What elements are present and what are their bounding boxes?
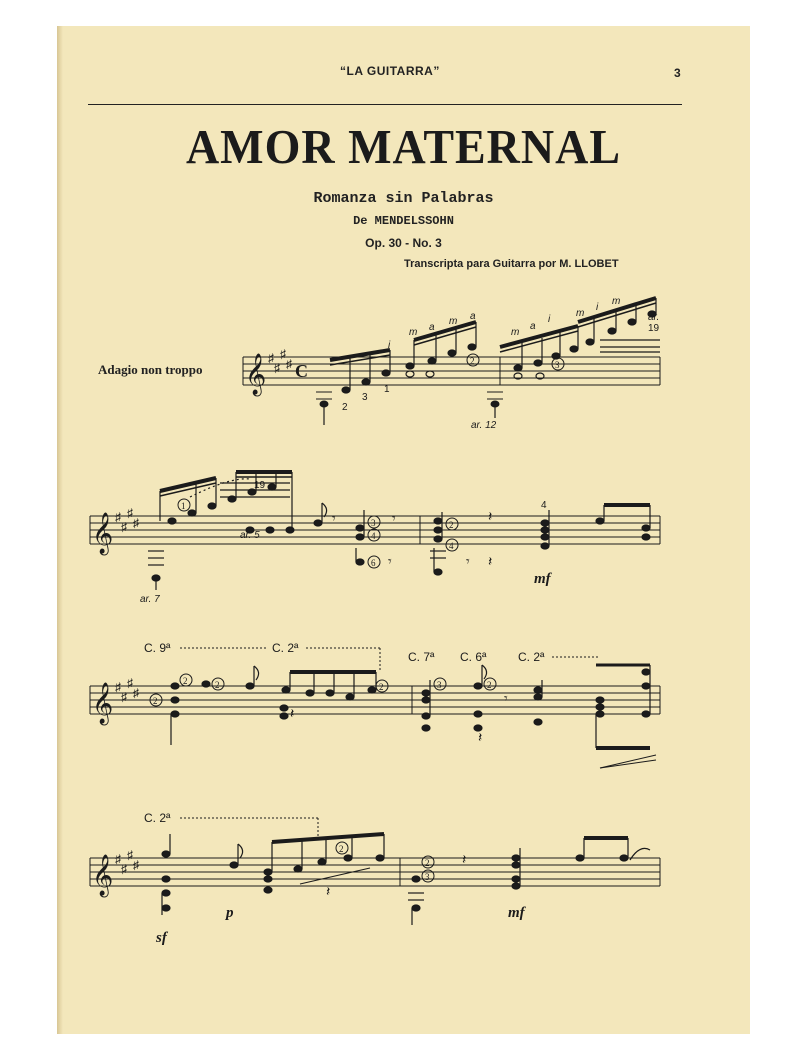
fingering-i: i — [548, 314, 551, 325]
svg-text:4: 4 — [449, 541, 454, 551]
svg-text:𝄽: 𝄽 — [488, 510, 493, 525]
svg-text:𝄾: 𝄾 — [392, 512, 396, 527]
tempo-marking: Adagio non troppo — [98, 362, 203, 377]
barre-marks-s3 — [144, 641, 545, 664]
barre-mark: C. 2ª — [518, 650, 545, 664]
finger-number: 4 — [541, 500, 547, 511]
fingering-a: a — [429, 322, 435, 333]
svg-text:𝄾: 𝄾 — [332, 512, 336, 527]
marks-s4 — [155, 905, 527, 946]
svg-text:4: 4 — [371, 531, 376, 541]
fingering-a: a — [470, 311, 476, 322]
svg-text:1: 1 — [181, 501, 186, 511]
fingering-i: i — [596, 302, 599, 313]
svg-text:♯: ♯ — [121, 690, 127, 704]
barre-mark: C. 7ª — [408, 650, 435, 664]
staff-system-2 — [90, 472, 660, 605]
svg-text:♯: ♯ — [115, 852, 121, 866]
dynamic-p: p — [226, 905, 234, 921]
svg-text:♯: ♯ — [115, 680, 121, 694]
fingerings-s2 — [140, 480, 553, 605]
svg-text:2: 2 — [215, 680, 220, 690]
fingering-m: m — [449, 316, 458, 327]
dynamic-sf: sf — [156, 930, 167, 946]
svg-text:𝄾: 𝄾 — [504, 692, 508, 707]
svg-text:6: 6 — [371, 558, 376, 568]
svg-text:♯: ♯ — [121, 520, 127, 534]
harmonic-mark: ar. 7 — [140, 594, 160, 605]
svg-text:3: 3 — [371, 518, 376, 528]
fret-number: 19 — [648, 323, 660, 334]
svg-text:2: 2 — [487, 680, 492, 690]
staff-lines — [90, 858, 660, 886]
fingering-m: m — [511, 327, 520, 338]
string-circles-s4 — [336, 842, 434, 882]
svg-text:♯: ♯ — [115, 510, 121, 524]
fingering-a: a — [530, 321, 536, 332]
dynamic-mf: mf — [534, 571, 551, 587]
arpeggio-notes — [330, 298, 660, 393]
string-circles-s2 — [178, 499, 458, 568]
opus-line: Op. 30 - No. 3 — [365, 236, 442, 250]
svg-text:2: 2 — [339, 844, 344, 854]
svg-text:♯: ♯ — [286, 357, 292, 371]
fingering-i: i — [388, 340, 391, 351]
svg-text:♯: ♯ — [127, 848, 133, 862]
treble-clef-icon: 𝄞 — [245, 354, 267, 394]
svg-text:♯: ♯ — [268, 351, 274, 365]
svg-text:3: 3 — [437, 680, 442, 690]
svg-text:𝄽: 𝄽 — [326, 885, 331, 900]
barre-mark: C. 2ª — [144, 811, 171, 825]
finger-number: 1 — [384, 384, 390, 395]
svg-text:♯: ♯ — [133, 516, 139, 530]
harmonic-mark: ar. 12 — [471, 420, 497, 431]
string-circles-s3 — [150, 674, 496, 706]
svg-text:2: 2 — [449, 520, 454, 530]
page-number: 3 — [674, 66, 681, 80]
treble-clef-icon: 𝄞 — [92, 855, 114, 895]
svg-text:𝄽: 𝄽 — [462, 853, 467, 868]
svg-text:3: 3 — [555, 360, 560, 370]
svg-text:♯: ♯ — [133, 858, 139, 872]
staff-system-3 — [90, 641, 660, 768]
svg-text:𝄽: 𝄽 — [290, 707, 295, 722]
svg-text:2: 2 — [183, 676, 188, 686]
svg-text:♯: ♯ — [133, 686, 139, 700]
svg-text:𝄽: 𝄽 — [478, 731, 483, 746]
svg-text:𝄾: 𝄾 — [388, 555, 392, 570]
svg-text:2: 2 — [379, 682, 384, 692]
piece-title: AMOR MATERNAL — [185, 119, 622, 174]
staff-system-4 — [90, 811, 660, 946]
svg-text:𝄾: 𝄾 — [466, 555, 470, 570]
staff-system-1 — [243, 296, 660, 431]
running-title: “LA GUITARRA” — [340, 64, 440, 78]
finger-number: 2 — [342, 402, 348, 413]
barre-mark: C. 9ª — [144, 641, 171, 655]
fingering-m: m — [576, 308, 585, 319]
finger-number: 3 — [362, 392, 368, 403]
transcription-credit: Transcripta para Guitarra por M. LLOBET — [404, 258, 619, 270]
barre-mark: C. 6ª — [460, 650, 487, 664]
svg-text:𝄽: 𝄽 — [488, 555, 493, 570]
svg-text:3: 3 — [425, 872, 430, 882]
svg-text:♯: ♯ — [121, 862, 127, 876]
notes-s2 — [148, 472, 650, 590]
svg-text:♯: ♯ — [127, 676, 133, 690]
harmonic-mark: ar. 5 — [240, 530, 260, 541]
harmonic-mark: ar. — [648, 312, 660, 323]
piece-subtitle: Romanza sin Palabras — [313, 190, 494, 207]
notes-s3 — [171, 665, 656, 768]
common-time-icon: C — [295, 361, 308, 381]
composer-line: De MENDELSSOHN — [353, 214, 454, 228]
dynamic-mf: mf — [508, 905, 525, 921]
svg-text:2: 2 — [153, 696, 158, 706]
svg-text:2: 2 — [470, 356, 475, 366]
svg-text:2: 2 — [425, 858, 430, 868]
fingering-m: m — [409, 327, 418, 338]
fingering-m: m — [612, 296, 621, 307]
fret-number: 19 — [254, 480, 266, 491]
svg-text:♯: ♯ — [274, 361, 280, 375]
barre-mark: C. 2ª — [272, 641, 299, 655]
svg-text:♯: ♯ — [127, 506, 133, 520]
svg-text:♯: ♯ — [280, 347, 286, 361]
treble-clef-icon: 𝄞 — [92, 683, 114, 723]
treble-clef-icon: 𝄞 — [92, 513, 114, 553]
